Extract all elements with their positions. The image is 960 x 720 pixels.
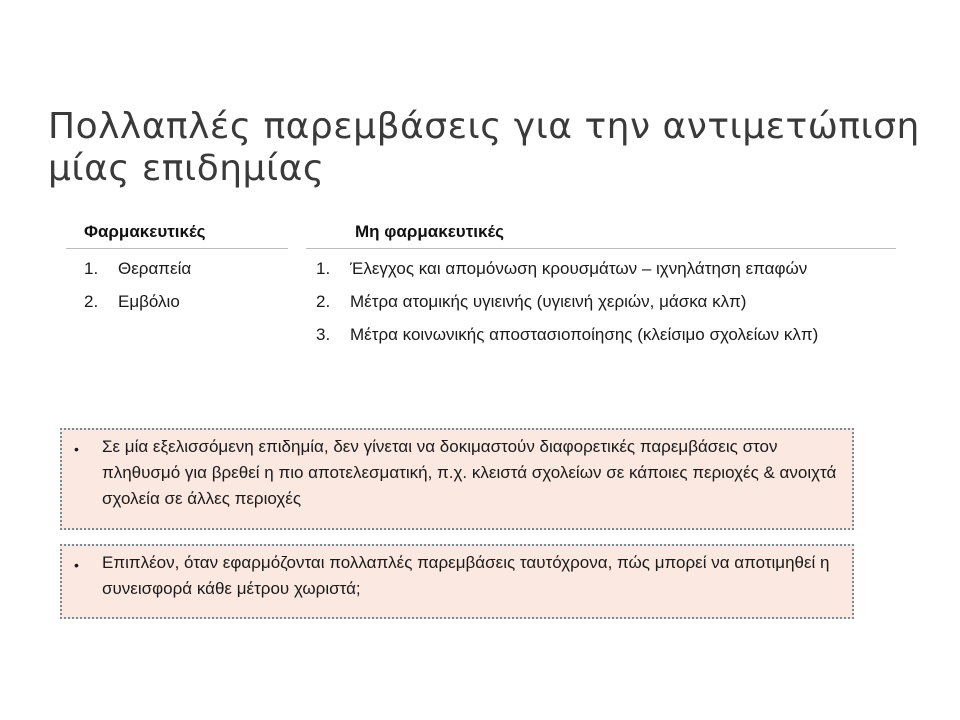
callout-text: Επιπλέον, όταν εφαρμόζονται πολλαπλές παρεμβάσεις ταυτόχρονα, πώς μπορεί να αποτιμηθεί η συνεισφορά κάθε μέτρου χωριστά; [102,553,830,598]
list-number: 1. [84,259,99,278]
list-number: 1. [316,259,331,278]
bullet-icon: • [74,557,79,573]
list-number: 2. [84,292,99,311]
list-item [316,323,916,347]
list-item-label: Θεραπεία [118,259,192,278]
nonpharma-list [316,257,916,356]
list-item [316,257,916,281]
list-number: 2. [316,292,331,311]
callout-text: Σε μία εξελισσόμενη επιδημία, δεν γίνεται να δοκιμαστούν διαφορετικές παρεμβάσεις στον πληθυσμό για βρεθεί η πιο αποτελεσματική, π.χ. κλειστά σχολείων σε κάποιες περιοχές & ανοιχτά σχολεία σε άλλες περιοχές [102,437,837,508]
pharma-header: Φαρμακευτικές [84,222,206,241]
list-item [316,290,916,314]
list-item-label: Έλεγχος και απομόνωση κρουσμάτων – ιχνηλάτηση επαφών [350,259,808,278]
callout-box-attribution [60,544,854,619]
list-item-label: Μέτρα ατομικής υγιεινής (υγιεινή χεριών, μάσκα κλπ) [350,292,747,311]
callout-box-experiment [60,428,854,530]
pharma-list [84,257,304,323]
nonpharma-header: Μη φαρμακευτικές [355,222,504,241]
list-number: 3. [316,325,331,344]
bullet-icon: • [74,441,79,457]
nonpharma-divider [306,248,896,249]
list-item [84,290,304,314]
slide-title: Πολλαπλές παρεμβάσεις για την αντιμετώπιση μίας επιδημίας [48,106,920,189]
pharma-divider [66,248,288,249]
list-item-label: Εμβόλιο [118,292,180,311]
list-item-label: Μέτρα κοινωνικής αποστασιοποίησης (κλείσιμο σχολείων κλπ) [350,325,819,344]
list-item [84,257,304,281]
